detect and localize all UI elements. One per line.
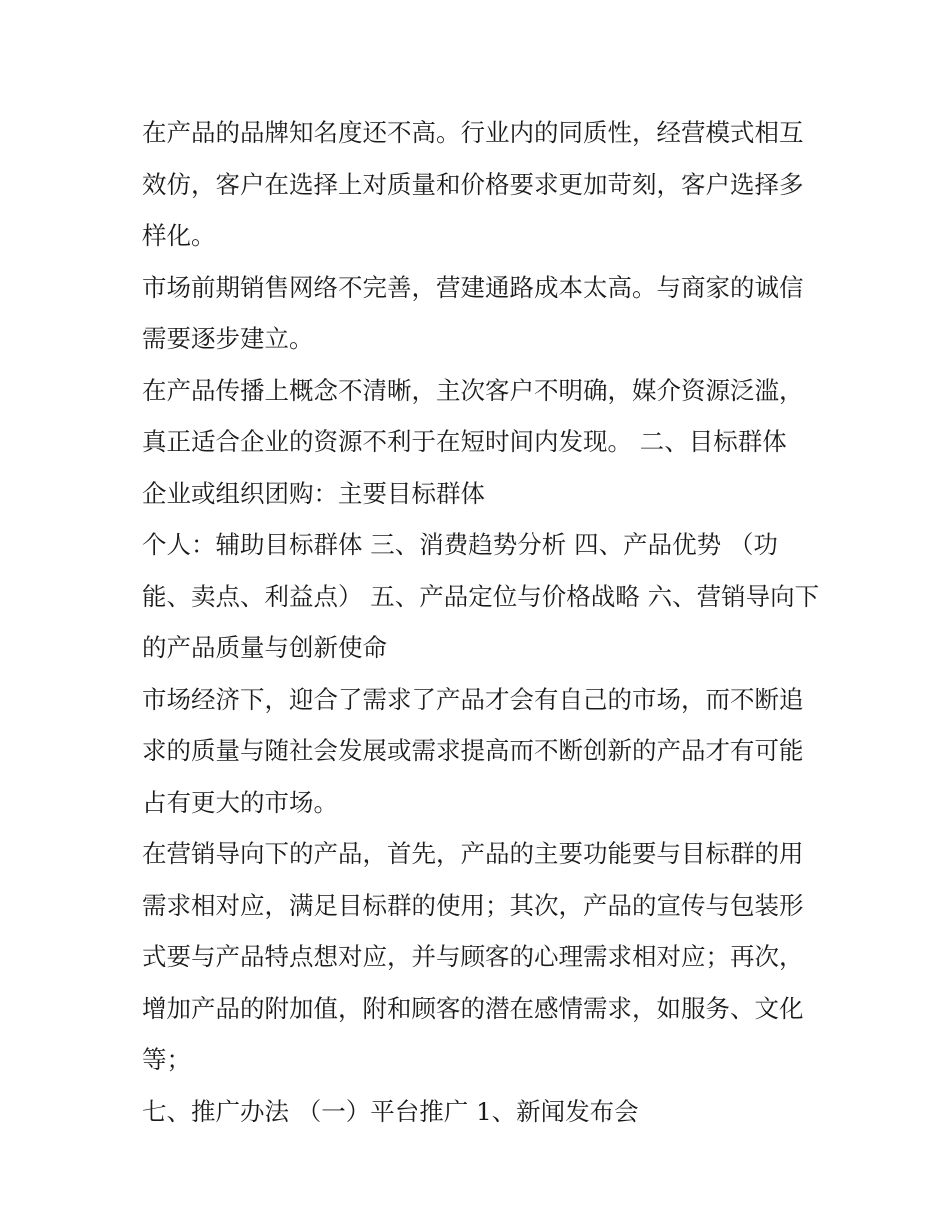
paragraph-market-economy: 市场经济下，迎合了需求了产品才会有自己的市场，而不断追求的质量与随社会发展或需求提高而不断创新的产品才有可能占有更大的市场。 [142, 684, 804, 817]
paragraph-brand-awareness: 在产品的品牌知名度还不高。行业内的同质性，经营模式相互效仿，客户在选择上对质量和价格要求更加苛刻，客户选择多样化。 [142, 118, 804, 250]
paragraph-promotion-methods: 七、推广办法 （一）平台推广 1、新闻发布会 [142, 1096, 639, 1126]
paragraph-marketing-oriented-product: 在营销导向下的产品，首先，产品的主要功能要与目标群的用需求相对应，满足目标群的使用；其次，产品的宣传与包装形式要与产品特点想对应，并与顾客的心理需求相对应；再次，增加产品的附加值，附和顾客的潜在感情需求，如服务、文化等； [142, 839, 804, 1074]
paragraph-sales-network: 市场前期销售网络不完善，营建通路成本太高。与商家的诚信需要逐步建立。 [142, 272, 804, 353]
paragraph-communication-concept: 在产品传播上概念不清晰，主次客户不明确，媒介资源泛滥，真正适合企业的资源不利于在短时间内发现。 二、目标群体 [142, 375, 804, 456]
paragraph-primary-target-group: 企业或组织团购：主要目标群体 [142, 478, 485, 508]
paragraph-secondary-target-group: 个人：辅助目标群体 三、消费趋势分析 四、产品优势 （功能、卖点、利益点） 五、产品定位与价格战略 六、营销导向下的产品质量与创新使命 [142, 530, 820, 662]
document-body [142, 107, 822, 1137]
